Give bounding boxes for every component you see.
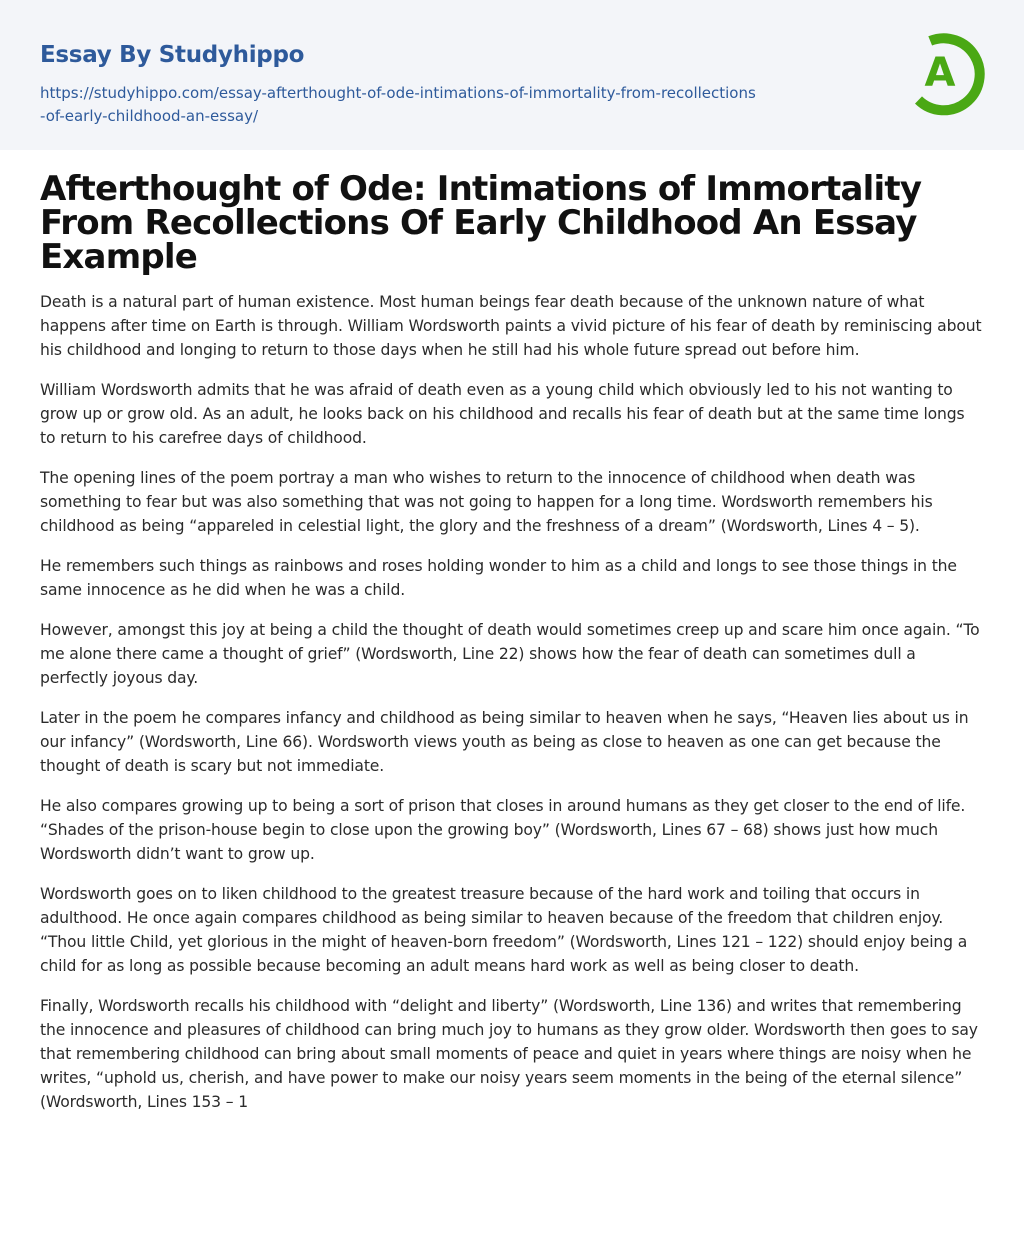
logo-letter: A (924, 50, 956, 96)
paragraph-4: He remembers such things as rainbows and roses holding wonder to him as a child and longs to see those things in the same innocence as he did when he was a child. (40, 557, 957, 599)
article (0, 169, 1024, 1114)
paragraph-1: Death is a natural part of human existence. Most human beings fear death because of the unknown nature of what happens after time on Earth is through. William Wordsworth paints a vivid picture of his fear of death by reminiscing about his childhood and longing to return to those days when he still had his whole future spread out before him. (40, 293, 982, 359)
paragraph-5: However, amongst this joy at being a child the thought of death would sometimes creep up and scare him once again. “To me alone there came a thought of grief” (Wordsworth, Line 22) shows how the fear of death can sometimes dull a perfectly joyous day. (40, 621, 980, 687)
paragraph-8: Wordsworth goes on to liken childhood to the greatest treasure because of the hard work and toiling that occurs in adulthood. He once again compares childhood as being similar to heaven because of the freedom that children enjoy. “Thou little Child, yet glorious in the might of heaven-born freedom” (Wordsworth, Lines 121 – 122) should enjoy being a child for as long as possible because becoming an adult means hard work as well as being closer to death. (40, 885, 968, 975)
page-title: Afterthought of Ode: Intimations of Immortality From Recollections Of Early Childhood An Essay Example (40, 169, 922, 277)
site-header (0, 0, 1024, 150)
paragraph-6: Later in the poem he compares infancy and childhood as being similar to heaven when he says, “Heaven lies about us in our infancy” (Wordsworth, Line 66). Wordsworth views youth as being as close to heaven as one can get because the thought of death is scary but not immediate. (40, 709, 969, 775)
paragraph-7: He also compares growing up to being a sort of prison that closes in around humans as they get closer to the end of life. “Shades of the prison-house begin to close upon the growing boy” (Wordsworth, Lines 67 – 68) shows just how much Wordsworth didn’t want to grow up. (40, 797, 966, 863)
studyhippo-logo-icon[interactable] (910, 28, 988, 116)
essay-url-link[interactable]: https://studyhippo.com/essay-afterthought-of-ode-intimations-of-immortality-from-recollections-of-early-childhood-an-essay/ (40, 84, 756, 125)
paragraph-3: The opening lines of the poem portray a man who wishes to return to the innocence of childhood when death was something to fear but was also something that was not going to happen for a long time. Wordsworth remembers his childhood as being “appareled in celestial light, the glory and the freshness of a dream” (Wordsworth, Lines 4 – 5). (40, 469, 933, 535)
paragraph-9: Finally, Wordsworth recalls his childhood with “delight and liberty” (Wordsworth, Line 136) and writes that remembering the innocence and pleasures of childhood can bring much joy to humans as they grow older. Wordsworth then goes to say that remembering childhood can bring about small moments of peace and quiet in years where things are noisy when he writes, “uphold us, cherish, and have power to make our noisy years seem moments in the being of the eternal silence” (Wordsworth, Lines 153 – 1 (40, 997, 978, 1111)
paragraph-2: William Wordsworth admits that he was afraid of death even as a young child which obviously led to his not wanting to grow up or grow old. As an adult, he looks back on his childhood and recalls his fear of death but at the same time longs to return to his carefree days of childhood. (40, 381, 965, 447)
site-brand[interactable]: Essay By Studyhippo (40, 42, 305, 68)
